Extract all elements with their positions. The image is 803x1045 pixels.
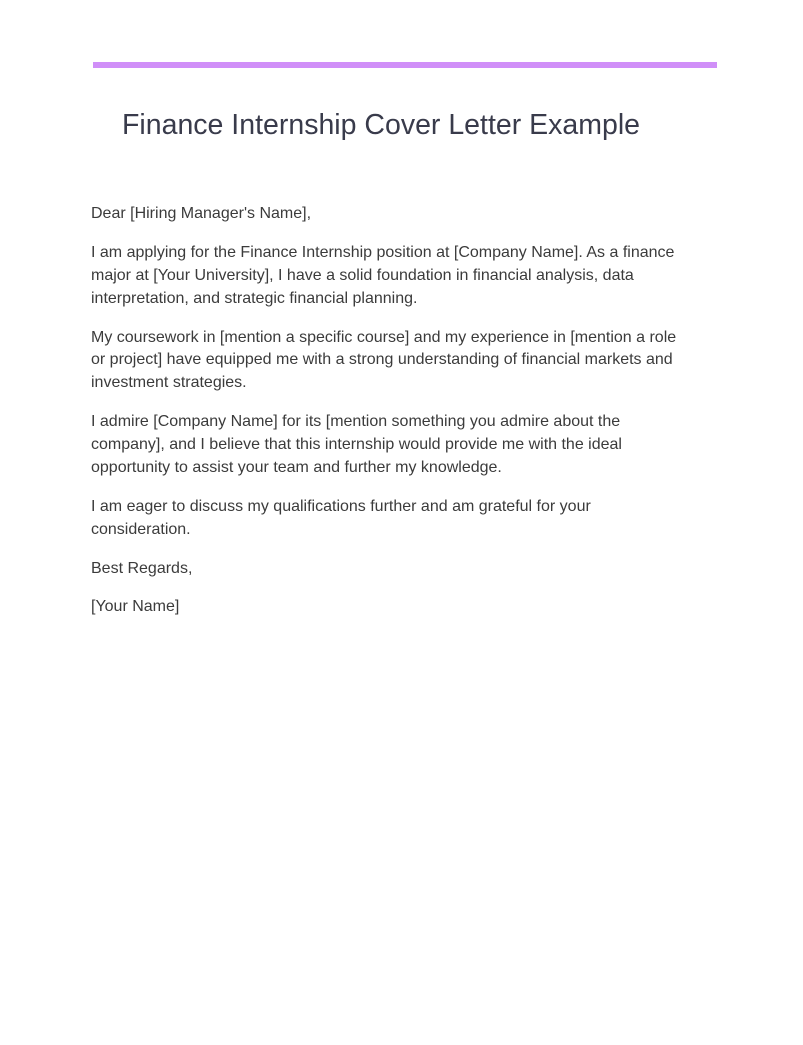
accent-divider (93, 62, 717, 68)
letter-body (91, 203, 691, 635)
signature: [Your Name] (91, 598, 180, 616)
paragraph-company: I admire [Company Name] for its [mention something you admire about the company], and I believe that this internship would provide me with the ideal opportunity to assist your team and further my knowledge. (91, 413, 622, 476)
salutation: Dear [Hiring Manager's Name], (91, 205, 312, 222)
paragraph-intro: I am applying for the Finance Internship position at [Company Name]. As a finance major at [Your University], I have a solid foundation in financial analysis, data interpretation, and strategic financial planning. (91, 243, 675, 307)
closing: Best Regards, (91, 559, 193, 577)
page-title: Finance Internship Cover Letter Example (122, 109, 641, 141)
paragraph-experience: My coursework in [mention a specific course] and my experience in [mention a role or project] have equipped me with a strong understanding of financial markets and investment strategies. (91, 328, 677, 392)
paragraph-closing: I am eager to discuss my qualifications further and am grateful for your consideration. (91, 497, 591, 538)
